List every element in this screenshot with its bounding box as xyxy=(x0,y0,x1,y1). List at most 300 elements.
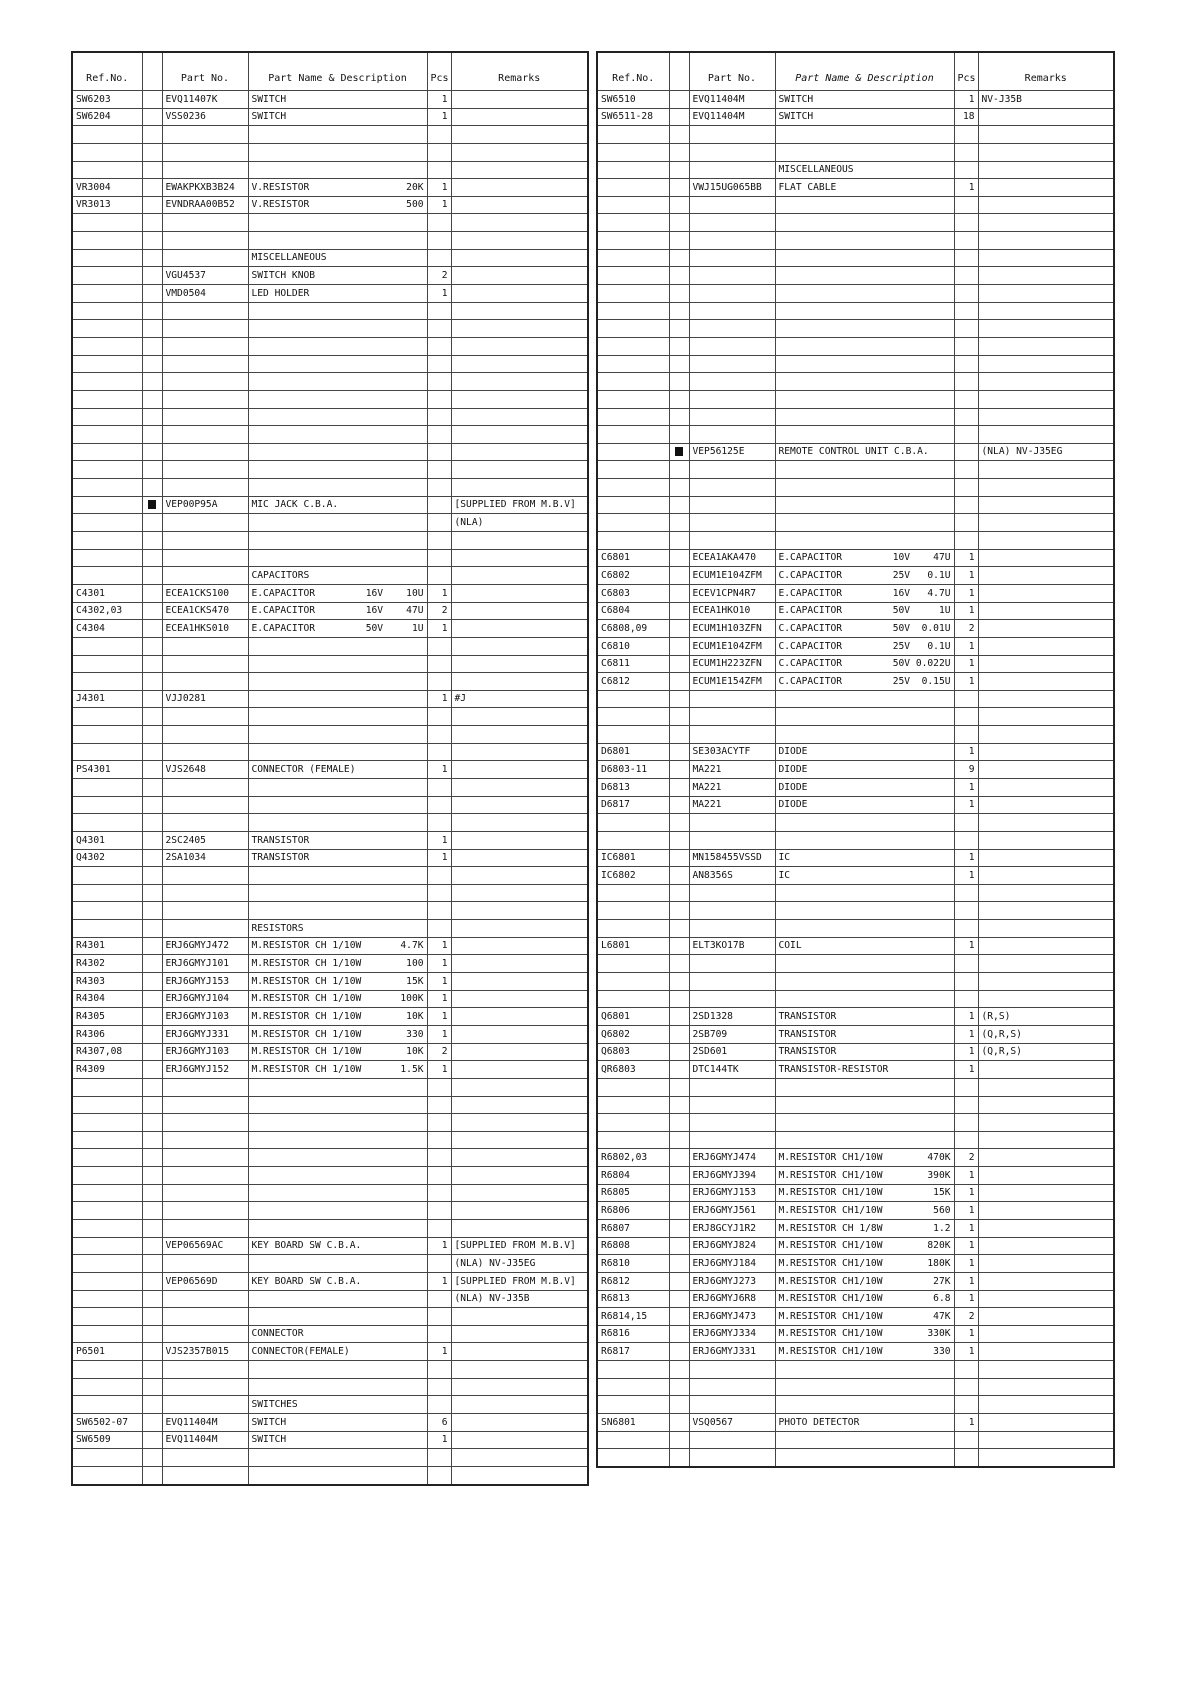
ref-no-cell: R4303 xyxy=(72,973,142,991)
description-cell xyxy=(248,796,427,814)
description-cell xyxy=(248,161,427,179)
ref-no-cell: C4304 xyxy=(72,620,142,638)
description-cell xyxy=(248,673,427,691)
remarks-cell xyxy=(978,108,1114,126)
table-row xyxy=(597,479,1114,497)
ref-no-cell xyxy=(72,1202,142,1220)
table-row xyxy=(597,1378,1114,1396)
part-no-cell: 2SC2405 xyxy=(162,831,248,849)
description-cell xyxy=(248,426,427,444)
ref-no-cell xyxy=(72,637,142,655)
description-cell xyxy=(248,867,427,885)
table-row xyxy=(597,1078,1114,1096)
part-no-cell: ECUM1E154ZFM xyxy=(689,673,775,691)
description-wrap xyxy=(252,92,424,108)
ref-no-cell xyxy=(597,1114,669,1132)
description-cell xyxy=(775,1290,954,1308)
mark-cell xyxy=(669,620,689,638)
description-text: SWITCH xyxy=(778,93,814,105)
table-row xyxy=(597,196,1114,214)
remarks-cell xyxy=(978,690,1114,708)
pcs-cell: 1 xyxy=(427,1431,451,1449)
table-row xyxy=(597,408,1114,426)
table-row xyxy=(72,1149,588,1167)
rating-value: 820K xyxy=(927,1240,951,1252)
pcs-cell xyxy=(954,1114,978,1132)
mark-cell xyxy=(142,761,162,779)
remarks-cell: (Q,R,S) xyxy=(978,1043,1114,1061)
rating-value: 15K xyxy=(933,1187,951,1199)
remarks-cell xyxy=(978,196,1114,214)
part-no-cell: EVQ11404M xyxy=(162,1414,248,1432)
part-no-cell xyxy=(689,161,775,179)
description-text: M.RESISTOR CH 1/10W xyxy=(251,1028,362,1040)
pcs-cell xyxy=(954,814,978,832)
table-row xyxy=(72,849,588,867)
description-wrap xyxy=(779,1027,951,1043)
description-cell xyxy=(248,267,427,285)
description-text: M.RESISTOR CH1/10W xyxy=(778,1257,883,1269)
mark-cell xyxy=(142,1167,162,1185)
description-cell xyxy=(775,1378,954,1396)
parts-table-right-body xyxy=(597,91,1114,1467)
description-cell xyxy=(248,937,427,955)
ref-no-cell: R6805 xyxy=(597,1184,669,1202)
description-wrap xyxy=(252,1274,424,1290)
description-cell xyxy=(248,1290,427,1308)
mark-cell xyxy=(142,1184,162,1202)
pcs-cell xyxy=(954,443,978,461)
ref-no-cell xyxy=(597,179,669,197)
description-wrap xyxy=(779,1185,951,1201)
part-no-cell: ERJ6GMYJ561 xyxy=(689,1202,775,1220)
remarks-cell xyxy=(978,514,1114,532)
description-text: TRANSISTOR xyxy=(778,1028,837,1040)
pcs-cell xyxy=(427,1078,451,1096)
ref-no-cell xyxy=(597,884,669,902)
part-no-cell: VEP00P95A xyxy=(162,496,248,514)
pcs-cell: 1 xyxy=(954,567,978,585)
ref-no-cell xyxy=(72,1308,142,1326)
table-row xyxy=(597,831,1114,849)
table-row xyxy=(597,320,1114,338)
description-text: MIC JACK C.B.A. xyxy=(251,499,339,511)
table-row xyxy=(597,143,1114,161)
rating-value: 50V 1U xyxy=(365,622,424,634)
ref-no-cell xyxy=(72,920,142,938)
pcs-cell xyxy=(954,461,978,479)
pcs-cell: 1 xyxy=(954,1025,978,1043)
description-wrap xyxy=(252,938,424,954)
mark-cell xyxy=(142,1061,162,1079)
part-no-cell: EVQ11407K xyxy=(162,91,248,109)
table-row xyxy=(597,1449,1114,1467)
description-text: M.RESISTOR CH1/10W xyxy=(778,1310,883,1322)
part-no-cell xyxy=(162,479,248,497)
ref-no-cell: L6801 xyxy=(597,937,669,955)
mark-cell xyxy=(142,567,162,585)
description-cell xyxy=(775,602,954,620)
ref-no-cell xyxy=(597,373,669,391)
part-no-cell xyxy=(689,1096,775,1114)
remarks-cell xyxy=(451,1114,588,1132)
pcs-cell: 1 xyxy=(427,1025,451,1043)
pcs-cell: 1 xyxy=(954,549,978,567)
mark-cell xyxy=(669,920,689,938)
pcs-cell xyxy=(427,1202,451,1220)
part-no-cell xyxy=(162,249,248,267)
part-no-cell: 2SD1328 xyxy=(689,1008,775,1026)
pcs-cell xyxy=(954,990,978,1008)
remarks-cell xyxy=(978,602,1114,620)
part-no-cell xyxy=(162,408,248,426)
pcs-cell xyxy=(427,143,451,161)
pcs-cell xyxy=(427,443,451,461)
remarks-cell xyxy=(451,1096,588,1114)
description-text: LED HOLDER xyxy=(251,287,310,299)
description-cell xyxy=(248,743,427,761)
pcs-cell xyxy=(954,532,978,550)
pcs-cell xyxy=(954,320,978,338)
part-no-cell xyxy=(689,285,775,303)
part-no-cell: EVQ11404M xyxy=(162,1431,248,1449)
part-no-cell xyxy=(162,902,248,920)
pcs-cell xyxy=(954,496,978,514)
description-wrap xyxy=(252,833,424,849)
table-header-row xyxy=(597,52,1114,91)
mark-cell xyxy=(669,849,689,867)
description-cell xyxy=(248,1025,427,1043)
table-row xyxy=(597,867,1114,885)
description-cell xyxy=(775,232,954,250)
ref-no-cell xyxy=(597,814,669,832)
part-no-cell: MA221 xyxy=(689,761,775,779)
description-cell xyxy=(248,1343,427,1361)
part-no-cell xyxy=(162,161,248,179)
ref-no-cell xyxy=(72,285,142,303)
pcs-cell: 1 xyxy=(427,1008,451,1026)
remarks-cell xyxy=(451,91,588,109)
mark-cell xyxy=(669,1449,689,1467)
table-row xyxy=(597,514,1114,532)
ref-no-cell xyxy=(72,884,142,902)
remarks-cell xyxy=(978,990,1114,1008)
mark-cell xyxy=(669,1025,689,1043)
rating-value: 500 xyxy=(406,199,424,211)
description-cell xyxy=(775,285,954,303)
remarks-cell xyxy=(978,126,1114,144)
mark-cell xyxy=(142,1025,162,1043)
pcs-cell: 1 xyxy=(954,1202,978,1220)
remarks-cell xyxy=(451,1131,588,1149)
part-no-cell xyxy=(689,426,775,444)
description-cell xyxy=(248,778,427,796)
mark-cell xyxy=(669,1202,689,1220)
mark-cell xyxy=(142,108,162,126)
remarks-cell xyxy=(978,390,1114,408)
ref-no-cell xyxy=(72,1378,142,1396)
remarks-cell xyxy=(451,743,588,761)
ref-no-cell xyxy=(597,1078,669,1096)
description-text: IC xyxy=(778,869,791,881)
table-row xyxy=(597,778,1114,796)
part-no-cell xyxy=(162,549,248,567)
description-cell xyxy=(775,408,954,426)
mark-cell xyxy=(142,620,162,638)
table-row xyxy=(72,902,588,920)
pcs-cell xyxy=(427,1255,451,1273)
description-cell xyxy=(775,1449,954,1467)
description-text: PHOTO DETECTOR xyxy=(778,1416,860,1428)
table-row xyxy=(72,937,588,955)
remarks-cell xyxy=(978,937,1114,955)
description-text: M.RESISTOR CH 1/10W xyxy=(251,1046,362,1058)
mark-cell xyxy=(142,1255,162,1273)
description-wrap xyxy=(779,180,951,196)
mark-cell xyxy=(669,814,689,832)
description-wrap xyxy=(779,550,951,566)
description-text: C.CAPACITOR xyxy=(778,622,843,634)
description-cell xyxy=(248,285,427,303)
mark-cell xyxy=(669,337,689,355)
table-row xyxy=(72,673,588,691)
table-row xyxy=(72,426,588,444)
remarks-cell xyxy=(978,1114,1114,1132)
description-text: CONNECTOR (FEMALE) xyxy=(251,763,356,775)
remarks-cell xyxy=(451,285,588,303)
table-row xyxy=(72,532,588,550)
table-row xyxy=(72,620,588,638)
pcs-cell: 1 xyxy=(427,108,451,126)
part-no-cell: ERJ6GMYJ153 xyxy=(689,1184,775,1202)
mark-cell xyxy=(142,143,162,161)
mark-cell xyxy=(142,479,162,497)
part-no-cell xyxy=(689,126,775,144)
description-text: SWITCH KNOB xyxy=(251,270,316,282)
remarks-cell xyxy=(451,867,588,885)
description-text: M.RESISTOR CH1/10W xyxy=(778,1328,883,1340)
mark-cell xyxy=(142,443,162,461)
rating-value: 10K xyxy=(406,1010,424,1022)
remarks-cell: (R,S) xyxy=(978,1008,1114,1026)
ref-no-cell xyxy=(597,1378,669,1396)
description-cell xyxy=(248,179,427,197)
part-no-cell xyxy=(689,708,775,726)
description-wrap xyxy=(779,444,951,460)
description-cell xyxy=(248,620,427,638)
pcs-cell: 2 xyxy=(954,620,978,638)
ref-no-cell: C6804 xyxy=(597,602,669,620)
remarks-cell xyxy=(978,532,1114,550)
table-row xyxy=(597,337,1114,355)
description-cell xyxy=(248,1466,427,1484)
part-no-cell: VEP56125E xyxy=(689,443,775,461)
description-cell xyxy=(775,1343,954,1361)
ref-no-cell: IC6801 xyxy=(597,849,669,867)
description-wrap xyxy=(779,1044,951,1060)
description-cell xyxy=(775,1361,954,1379)
remarks-cell xyxy=(978,1449,1114,1467)
ref-no-cell xyxy=(72,726,142,744)
mark-cell xyxy=(142,902,162,920)
pcs-cell: 1 xyxy=(427,690,451,708)
description-wrap xyxy=(779,1221,951,1237)
pcs-cell xyxy=(427,1167,451,1185)
remarks-cell xyxy=(451,337,588,355)
pcs-cell xyxy=(954,726,978,744)
description-cell xyxy=(775,196,954,214)
remarks-cell xyxy=(978,232,1114,250)
pcs-cell xyxy=(427,1466,451,1484)
description-cell xyxy=(775,108,954,126)
table-row xyxy=(597,708,1114,726)
ref-no-cell xyxy=(72,1078,142,1096)
part-no-cell xyxy=(162,637,248,655)
part-no-cell: ERJ6GMYJ184 xyxy=(689,1255,775,1273)
ref-no-cell xyxy=(72,867,142,885)
mark-cell xyxy=(669,179,689,197)
remarks-cell xyxy=(451,602,588,620)
part-no-cell xyxy=(162,1096,248,1114)
ref-no-cell xyxy=(72,390,142,408)
part-no-cell: MA221 xyxy=(689,778,775,796)
pcs-cell xyxy=(954,1449,978,1467)
pcs-cell: 1 xyxy=(954,179,978,197)
pcs-cell xyxy=(427,1149,451,1167)
table-row xyxy=(597,285,1114,303)
description-text: SWITCH xyxy=(251,1416,287,1428)
pcs-cell: 1 xyxy=(954,1290,978,1308)
description-text: E.CAPACITOR xyxy=(778,552,843,564)
description-wrap xyxy=(252,991,424,1007)
description-text: C.CAPACITOR xyxy=(778,658,843,670)
mark-cell xyxy=(142,990,162,1008)
rating-value: 6.8 xyxy=(933,1293,951,1305)
col-header-part: Part No. xyxy=(689,52,775,91)
pcs-cell xyxy=(954,1396,978,1414)
table-row xyxy=(597,232,1114,250)
mark-cell xyxy=(669,232,689,250)
ref-no-cell xyxy=(597,196,669,214)
description-text: E.CAPACITOR xyxy=(251,605,316,617)
ref-no-cell xyxy=(72,426,142,444)
ref-no-cell: R6804 xyxy=(597,1167,669,1185)
part-no-cell xyxy=(689,1131,775,1149)
mark-cell xyxy=(142,937,162,955)
table-row xyxy=(597,796,1114,814)
description-cell xyxy=(248,690,427,708)
ref-no-cell: R6812 xyxy=(597,1272,669,1290)
mark-cell xyxy=(669,532,689,550)
remarks-cell xyxy=(451,1466,588,1484)
description-cell xyxy=(775,267,954,285)
description-text: M.RESISTOR CH 1/10W xyxy=(251,1063,362,1075)
pcs-cell xyxy=(427,567,451,585)
table-row xyxy=(597,496,1114,514)
ref-no-cell xyxy=(72,1325,142,1343)
description-cell xyxy=(775,214,954,232)
ref-no-cell xyxy=(72,267,142,285)
part-no-cell: ERJ8GCYJ1R2 xyxy=(689,1220,775,1238)
part-no-cell: ERJ6GMYJ153 xyxy=(162,973,248,991)
col-header-desc: Part Name & Description xyxy=(248,52,427,91)
description-cell xyxy=(248,584,427,602)
table-row xyxy=(597,1361,1114,1379)
table-row xyxy=(597,249,1114,267)
pcs-cell xyxy=(954,390,978,408)
description-cell xyxy=(248,126,427,144)
part-no-cell: ERJ6GMYJ6R8 xyxy=(689,1290,775,1308)
pcs-cell xyxy=(427,637,451,655)
remarks-cell xyxy=(451,214,588,232)
pcs-cell xyxy=(427,1184,451,1202)
remarks-cell xyxy=(451,708,588,726)
remarks-cell xyxy=(451,1043,588,1061)
table-row xyxy=(72,1378,588,1396)
pcs-cell xyxy=(954,302,978,320)
description-cell xyxy=(248,143,427,161)
description-cell xyxy=(775,126,954,144)
remarks-cell xyxy=(451,920,588,938)
rating-value: 1.2 xyxy=(933,1222,951,1234)
ref-no-cell: SW6509 xyxy=(72,1431,142,1449)
description-cell xyxy=(775,1202,954,1220)
table-row xyxy=(597,743,1114,761)
ref-no-cell xyxy=(597,355,669,373)
col-header-mark xyxy=(142,52,162,91)
mark-cell xyxy=(669,302,689,320)
pcs-cell xyxy=(954,1378,978,1396)
mark-cell xyxy=(142,161,162,179)
description-wrap xyxy=(779,1274,951,1290)
part-no-cell xyxy=(689,831,775,849)
pcs-cell: 1 xyxy=(427,196,451,214)
table-row xyxy=(72,1343,588,1361)
table-row xyxy=(597,602,1114,620)
part-no-cell: AN8356S xyxy=(689,867,775,885)
remarks-cell xyxy=(978,1149,1114,1167)
description-wrap xyxy=(252,197,424,213)
remarks-cell xyxy=(451,408,588,426)
important-part-marker-icon xyxy=(148,500,156,509)
ref-no-cell: VR3013 xyxy=(72,196,142,214)
part-no-cell xyxy=(689,690,775,708)
description-text: M.RESISTOR CH1/10W xyxy=(778,1187,883,1199)
remarks-cell xyxy=(978,1325,1114,1343)
pcs-cell xyxy=(427,726,451,744)
pcs-cell xyxy=(954,1078,978,1096)
remarks-cell xyxy=(978,726,1114,744)
mark-cell xyxy=(669,1220,689,1238)
mark-cell xyxy=(142,814,162,832)
description-cell xyxy=(775,1308,954,1326)
remarks-cell xyxy=(451,1220,588,1238)
table-row xyxy=(72,1096,588,1114)
mark-cell xyxy=(669,373,689,391)
pcs-cell xyxy=(954,426,978,444)
remarks-cell xyxy=(451,1378,588,1396)
description-text: M.RESISTOR CH1/10W xyxy=(778,1293,883,1305)
pcs-cell xyxy=(427,673,451,691)
description-cell xyxy=(248,814,427,832)
ref-no-cell xyxy=(597,461,669,479)
mark-cell xyxy=(142,867,162,885)
ref-no-cell xyxy=(72,232,142,250)
part-no-cell: ERJ6GMYJ273 xyxy=(689,1272,775,1290)
description-cell xyxy=(775,990,954,1008)
rating-value: 25V 0.1U xyxy=(892,640,951,652)
pcs-cell xyxy=(954,690,978,708)
